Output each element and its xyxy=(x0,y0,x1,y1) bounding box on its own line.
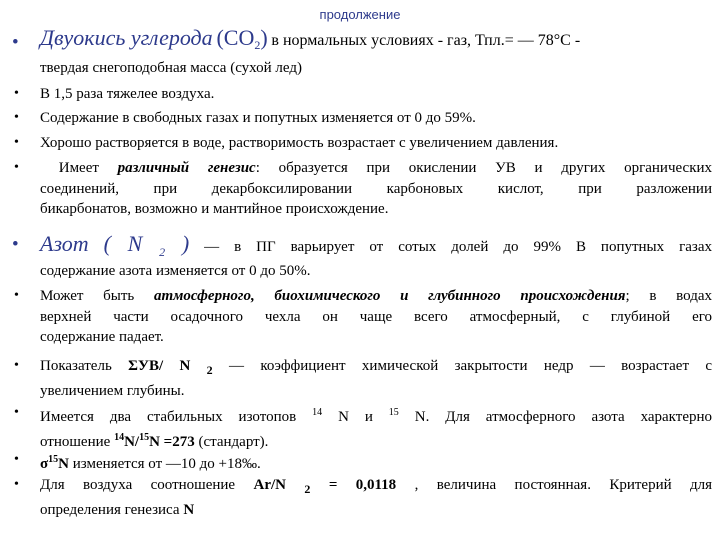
n2-b3-text: Имеется два стабильных изотопов $^{14}$ N и $^{15}$ N. Для атмосферного азота характерно отношение $^{14}$N/$^{15}$N =273 (стандарт). xyxy=(40,407,713,450)
co2-b1-text: В 1,5 раза тяжелее воздуха. xyxy=(40,86,215,102)
bullet: • xyxy=(14,86,19,101)
bullet: • xyxy=(12,234,19,255)
co2-b2-text: Содержание в свободных газах и попутных изменяется от 0 до 59%. xyxy=(40,110,476,126)
n2-title-line2: содержание азота изменяется от 0 до 50%. xyxy=(40,263,311,279)
bullet: • xyxy=(14,405,19,420)
bullet: • xyxy=(12,32,19,53)
bullet: • xyxy=(14,358,19,373)
co2-title-line2: твердая снегоподобная масса (сухой лед) xyxy=(40,60,302,76)
ar-n2-bold: Ar/N xyxy=(253,477,286,493)
co2-title-rest: в нормальных условиях - газ, Тпл.= — 78°С - xyxy=(271,32,581,49)
bullet: • xyxy=(14,288,19,303)
top-note: продолжение xyxy=(319,7,401,22)
co2-genesis-emph: различный генезис xyxy=(117,160,256,176)
n2-ratio-bold: ΣУВ/ N xyxy=(128,358,191,374)
n2-title: Азот xyxy=(40,231,89,256)
n2-origin-emph: атмосферного, биохимического и глубинного происхождения xyxy=(153,288,626,304)
co2-heading xyxy=(40,25,712,56)
n2-b4-text: $\sigma^{15}N$ изменяется от —10 до +18‰. xyxy=(40,454,261,472)
co2-b3-text: Хорошо растворяется в воде, растворимость возрастает с увеличением давления. xyxy=(40,135,559,151)
n2-b2-text: Показатель ΣУВ/ N $_2$ — коэффициент химической закрытости недр — возрастает с увеличением глубины. xyxy=(40,358,712,399)
co2-b4-text: Имеет различный генезис: образуется при окислении УВ и других органических соединений, при декарбоксилировании карбоновых кислот, при разложении бикарбонатов, возможно и мантийное происхождение. xyxy=(40,160,713,217)
n2-heading: Азот ( N $_2$ ) — в ПГ варьирует от сотых долей до 99% В попутных газах xyxy=(40,231,713,259)
bullet: • xyxy=(14,160,19,175)
bullet: • xyxy=(14,477,19,492)
bullet: • xyxy=(14,110,19,125)
n2-b1-text: Может быть атмосферного, биохимического и глубинного происхождения; в водах верхней части осадочного чехла он чаще всего атмосферный, с глубиной его содержание падает. xyxy=(40,288,712,345)
n2-formula: ( N $_2$ ) xyxy=(103,231,190,259)
bullet: • xyxy=(14,452,19,467)
co2-title: Двуокись углерода xyxy=(40,25,213,50)
bullet: • xyxy=(14,135,19,150)
n2-b5-text: Для воздуха соотношение Ar/N $_2$ = 0,0118 , величина постоянная. Критерий для определения генезиса N xyxy=(40,477,713,518)
co2-formula: $(CO_2)$ xyxy=(216,25,268,52)
